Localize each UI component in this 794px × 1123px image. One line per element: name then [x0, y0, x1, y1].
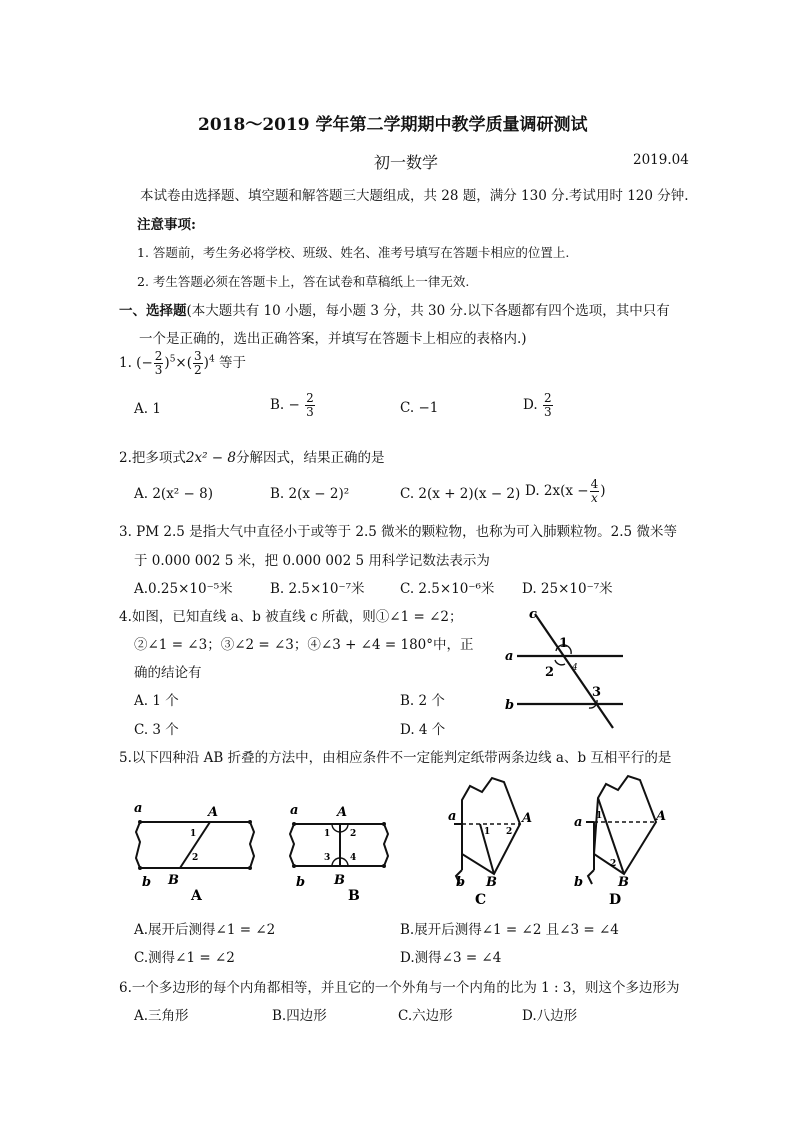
exam-date: 2019.04	[633, 152, 689, 168]
q1-frac-2: $\frac{3}{2}$	[194, 349, 202, 377]
svg-text:2: 2	[192, 853, 199, 863]
q5-stem: 5.以下四种沿 AB 折叠的方法中，由相应条件不一定能判定纸带两条边线 a、b 互相平行的是	[119, 750, 672, 766]
q4-label-b: b	[505, 698, 515, 713]
q1-number: 1.	[119, 355, 132, 371]
svg-text:4: 4	[350, 853, 357, 863]
q4-option-d: D. 4 个	[400, 722, 446, 738]
svg-text:a: a	[574, 815, 583, 830]
svg-text:A: A	[656, 809, 667, 824]
q4-angle-3: 3	[592, 685, 602, 700]
svg-text:2: 2	[350, 829, 357, 839]
fig-b-caption: B	[348, 888, 360, 904]
svg-text:A: A	[208, 805, 219, 820]
svg-text:3: 3	[324, 853, 331, 863]
svg-text:b: b	[296, 875, 306, 890]
svg-text:B: B	[168, 873, 179, 888]
svg-text:1: 1	[596, 811, 603, 821]
intro-line: 本试卷由选择题、填空题和解答题三大题组成，共 28 题，满分 130 分.考试用时 120 分钟.	[140, 188, 689, 204]
svg-text:1: 1	[484, 827, 491, 837]
exam-title: 2018～2019 学年第二学期期中教学质量调研测试	[198, 115, 588, 135]
svg-text:a: a	[134, 801, 143, 816]
q4-option-c: C. 3 个	[134, 722, 179, 738]
q6-stem: 6.一个多边形的每个内角都相等，并且它的一个外角与一个内角的比为 1 : 3，则这个多边形为	[119, 980, 680, 996]
q2-option-b: B. 2(x − 2)²	[270, 486, 350, 502]
q4-line-2: ②∠1 = ∠3；③∠2 = ∠3；④∠3 + ∠4 = 180°中，正	[134, 637, 474, 653]
q3-option-a: A.0.25×10⁻⁵米	[134, 581, 233, 597]
q3-option-c: C. 2.5×10⁻⁶米	[400, 581, 495, 597]
svg-text:A: A	[522, 811, 533, 826]
q4-label-c: c	[529, 607, 537, 622]
q3-line-2: 于 0.000 002 5 米，把 0.000 002 5 用科学记数法表示为	[134, 553, 490, 569]
q4-angle-2: 2	[545, 665, 555, 680]
q3-option-d: D. 25×10⁻⁷米	[522, 581, 613, 597]
section-1-label: 一、选择题	[119, 303, 187, 319]
svg-text:1: 1	[324, 829, 331, 839]
q4-line-1: 4.如图，已知直线 a、b 被直线 c 所截，则①∠1 = ∠2；	[119, 609, 463, 625]
svg-text:1: 1	[190, 829, 197, 839]
svg-text:B: B	[618, 875, 629, 890]
svg-text:b: b	[456, 875, 466, 890]
q1-option-a: A. 1	[134, 401, 161, 417]
q1-option-d: D. $\frac{2}{3}$	[523, 391, 552, 419]
q3-option-b: B. 2.5×10⁻⁷米	[270, 581, 365, 597]
section-1-desc: (本大题共有 10 小题，每小题 3 分，共 30 分.以下各题都有四个选项，其中只有	[186, 303, 670, 319]
q6-option-a: A.三角形	[134, 1008, 189, 1024]
subject-title: 初一数学	[374, 153, 439, 172]
q5-figure-b	[284, 800, 394, 906]
notes-title: 注意事项:	[137, 217, 196, 233]
q4-angle-4: 4	[572, 663, 578, 673]
q6-option-d: D.八边形	[522, 1008, 578, 1024]
note-1: 1. 答题前，考生务必将学校、班级、姓名、准考号填写在答题卡相应的位置上.	[137, 245, 570, 260]
q3-line-1: 3. PM 2.5 是指大气中直径小于或等于 2.5 微米的颗粒物，也称为可入肺颗粒物。2.5 微米等	[119, 524, 677, 540]
svg-text:2: 2	[506, 827, 513, 837]
q2-option-c: C. 2(x + 2)(x − 2)	[400, 486, 521, 502]
note-2: 2. 考生答题必须在答题卡上，答在试卷和草稿纸上一律无效.	[137, 274, 470, 289]
fig-d-caption: D	[609, 892, 622, 908]
q5-option-d: D.测得∠3 = ∠4	[400, 950, 502, 966]
q1-frac-1: $\frac{2}{3}$	[154, 349, 163, 377]
q2-option-d: D. 2x(x − $\frac{4}{x}$ )	[525, 477, 606, 505]
q2-option-a: A. 2(x² − 8)	[134, 486, 213, 502]
q1-tail: 等于	[218, 355, 246, 371]
q4-option-a: A. 1 个	[134, 693, 179, 709]
svg-text:b: b	[142, 875, 152, 890]
q5-figure-c	[440, 774, 540, 912]
q6-option-b: B.四边形	[272, 1008, 327, 1024]
svg-text:A: A	[337, 805, 348, 820]
q5-figure-a	[128, 800, 260, 906]
q1-option-b: B. − $\frac{2}{3}$	[270, 391, 314, 419]
q5-option-b: B.展开后测得∠1 = ∠2 且∠3 = ∠4	[400, 922, 619, 938]
svg-text:2: 2	[610, 859, 617, 869]
svg-text:b: b	[574, 875, 584, 890]
q5-option-c: C.测得∠1 = ∠2	[134, 950, 235, 966]
q2-stem: 2.把多项式2x² − 8分解因式，结果正确的是	[119, 450, 385, 466]
q6-option-c: C.六边形	[398, 1008, 453, 1024]
fig-a-caption: A	[191, 888, 202, 904]
q4-label-a: a	[505, 649, 514, 664]
svg-text:B: B	[486, 875, 497, 890]
svg-text:a: a	[290, 803, 299, 818]
svg-text:B: B	[334, 873, 345, 888]
section-1-desc-2: 一个是正确的，选出正确答案，并填写在答题卡上相应的表格内.)	[139, 331, 527, 347]
q5-figure-d	[568, 774, 678, 912]
q4-line-3: 确的结论有	[134, 665, 202, 681]
q5-option-a: A.展开后测得∠1 = ∠2	[134, 922, 276, 938]
q4-option-b: B. 2 个	[400, 693, 445, 709]
svg-text:a: a	[448, 809, 457, 824]
q1-stem: 1. (− $\frac{2}{3}$ )$^5$×( $\frac{3}{2}$ )$^4$ 等于	[119, 349, 246, 377]
q1-option-c: C. −1	[400, 400, 439, 416]
section-1-header	[119, 299, 670, 319]
q4-angle-1: 1	[559, 636, 569, 651]
q4-figure	[495, 604, 635, 734]
fig-c-caption: C	[475, 892, 487, 908]
